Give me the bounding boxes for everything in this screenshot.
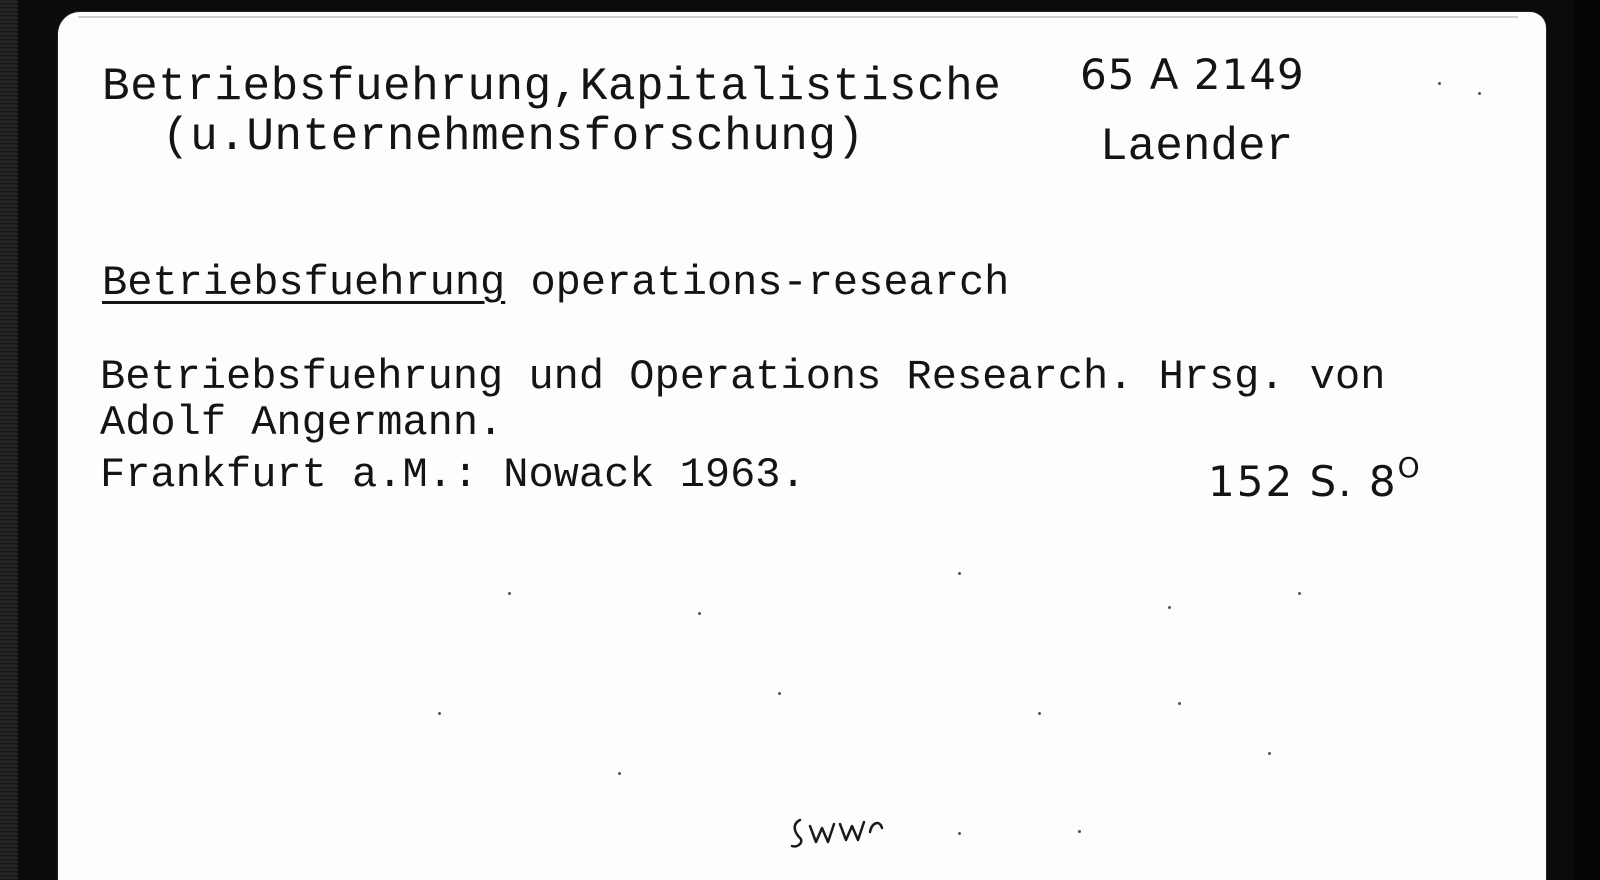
heading-line-2: (u.Unternehmensforschung) [162, 111, 865, 163]
imprint: Frankfurt a.M.: Nowack 1963. [100, 451, 806, 499]
dust-speck [1478, 92, 1481, 95]
dust-speck [698, 612, 701, 615]
dust-speck [508, 592, 511, 595]
handwritten-initials [788, 802, 898, 862]
subject-line [102, 259, 1010, 307]
dust-speck [618, 772, 621, 775]
collation [1208, 451, 1422, 506]
card-top-edge [78, 16, 1518, 18]
dust-speck [1178, 702, 1181, 705]
dust-speck [438, 712, 441, 715]
collation-text: 152 S. 8 [1208, 457, 1398, 506]
dust-speck [1168, 606, 1171, 609]
collation-format-sup: O [1397, 451, 1422, 484]
dust-speck [958, 572, 961, 575]
subject-rest: operations-research [505, 259, 1010, 307]
scanner-right-edge [1574, 0, 1600, 880]
dust-speck [1298, 592, 1301, 595]
dust-speck [958, 832, 961, 835]
subject-term: Betriebsfuehrung [102, 259, 506, 307]
dust-speck [1268, 752, 1271, 755]
scanner-left-edge [0, 0, 18, 880]
catalog-card [58, 12, 1546, 880]
call-number: 65 A 2149 [1080, 50, 1305, 99]
dust-speck [1038, 712, 1041, 715]
dust-speck [1438, 82, 1441, 85]
title-line-2: Adolf Angermann. [100, 399, 504, 447]
title-line-1: Betriebsfuehrung und Operations Research. Hrsg. von [100, 353, 1386, 401]
dust-speck [1078, 830, 1081, 833]
dust-speck [778, 692, 781, 695]
location-label: Laender [1100, 121, 1294, 173]
heading-line-1: Betriebsfuehrung,Kapitalistische [102, 61, 1002, 113]
